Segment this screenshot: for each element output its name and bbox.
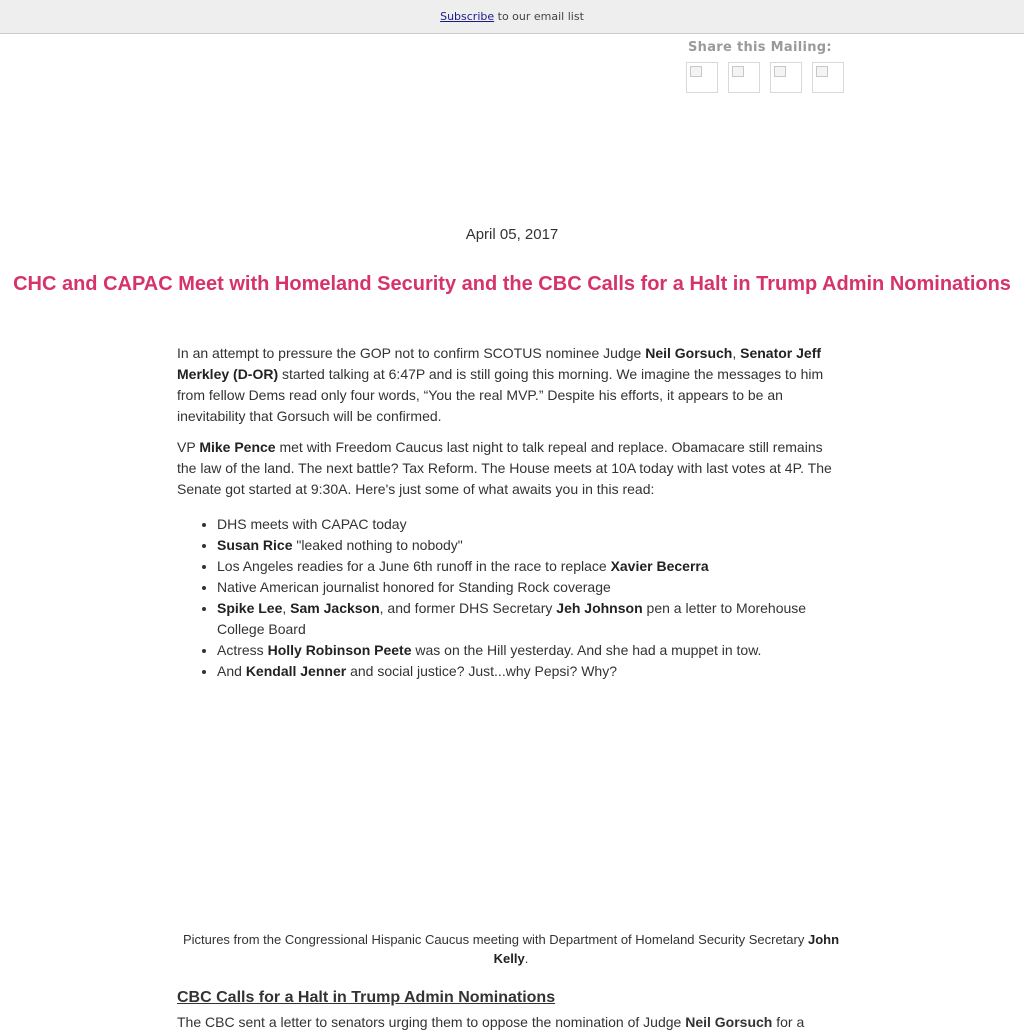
- subscribe-bar: [0, 0, 1024, 34]
- text: was on the Hill yesterday. And she had a muppet in tow.: [411, 642, 762, 658]
- paragraph-1: [177, 343, 845, 427]
- headline: CHC and CAPAC Meet with Homeland Security and the CBC Calls for a Halt in Trump Admin Nominations: [13, 273, 1011, 295]
- bold-name: Mike Pence: [199, 439, 276, 455]
- bold-name: Senator Jeff Merkley (D-OR): [177, 345, 822, 382]
- broken-image-icon[interactable]: [770, 62, 802, 93]
- share-label: Share this Mailing:: [688, 40, 832, 55]
- text: ,: [282, 600, 291, 616]
- subscribe-link[interactable]: Subscribe: [440, 10, 495, 23]
- text: Actress: [217, 642, 268, 658]
- bold-name: Holly Robinson Peete: [267, 642, 412, 658]
- bold-name: Susan Rice: [217, 537, 293, 553]
- text: The CBC sent a letter to senators urging them to oppose the nomination of Judge: [177, 1014, 686, 1030]
- text: And: [217, 663, 246, 679]
- section-paragraph: [177, 1012, 845, 1033]
- paragraph-2: [177, 437, 845, 500]
- bold-name: Spike Lee: [217, 600, 283, 616]
- broken-image-icon[interactable]: [686, 62, 718, 93]
- broken-image-icon[interactable]: [812, 62, 844, 93]
- list-item: [217, 640, 845, 661]
- text: "leaked nothing to nobody": [292, 537, 463, 553]
- text: DHS meets with CAPAC today: [217, 516, 407, 532]
- bold-name: Kendall Jenner: [245, 663, 347, 679]
- bold-name: Neil Gorsuch: [685, 1014, 773, 1030]
- list-item: [217, 514, 845, 535]
- article-body: [177, 343, 845, 682]
- list-item: [217, 661, 845, 682]
- text: .: [524, 951, 529, 966]
- bold-name: John Kelly: [493, 932, 840, 966]
- highlights-list: [177, 514, 845, 682]
- photo-caption: [177, 930, 845, 968]
- text: In an attempt to pressure the GOP not to confirm SCOTUS nominee Judge: [177, 345, 646, 361]
- text: Native American journalist honored for Standing Rock coverage: [217, 579, 611, 595]
- text: and social justice? Just...why Pepsi? Why?: [346, 663, 617, 679]
- share-icons: [686, 62, 844, 93]
- text: started talking at 6:47P and is still going this morning. We imagine the messages to him from fellow Dems read only four words, “You the real MVP.” Despite his efforts, it appears to be an inevitability that Gorsuch will be confirmed.: [177, 366, 824, 424]
- mailing-date: April 05, 2017: [465, 226, 559, 243]
- text: for a: [772, 1014, 805, 1030]
- bold-name: Jeh Johnson: [556, 600, 643, 616]
- text: ,: [732, 345, 741, 361]
- bold-name: Sam Jackson: [290, 600, 380, 616]
- text: VP: [177, 439, 200, 455]
- list-item: [217, 535, 845, 556]
- subscribe-suffix: to our email list: [494, 10, 584, 23]
- bold-name: Xavier Becerra: [610, 558, 709, 574]
- text: Pictures from the Congressional Hispanic Caucus meeting with Department of Homeland Security Secretary: [182, 932, 808, 947]
- text: met with Freedom Caucus last night to talk repeal and replace. Obamacare still remains the law of the land. The next battle? Tax Reform. The House meets at 10A today with last votes at 4P. The Senate got started at 9:30A. Here's just some of what awaits you in this read:: [177, 439, 832, 497]
- text: pen a letter to Morehouse College Board: [217, 600, 807, 637]
- text: Los Angeles readies for a June 6th runoff in the race to replace: [217, 558, 611, 574]
- text: , and former DHS Secretary: [379, 600, 557, 616]
- list-item: [217, 577, 845, 598]
- broken-image-icon[interactable]: [728, 62, 760, 93]
- bold-name: Neil Gorsuch: [645, 345, 733, 361]
- section-heading: CBC Calls for a Halt in Trump Admin Nominations: [177, 989, 556, 1006]
- list-item: [217, 556, 845, 577]
- list-item: [217, 598, 845, 640]
